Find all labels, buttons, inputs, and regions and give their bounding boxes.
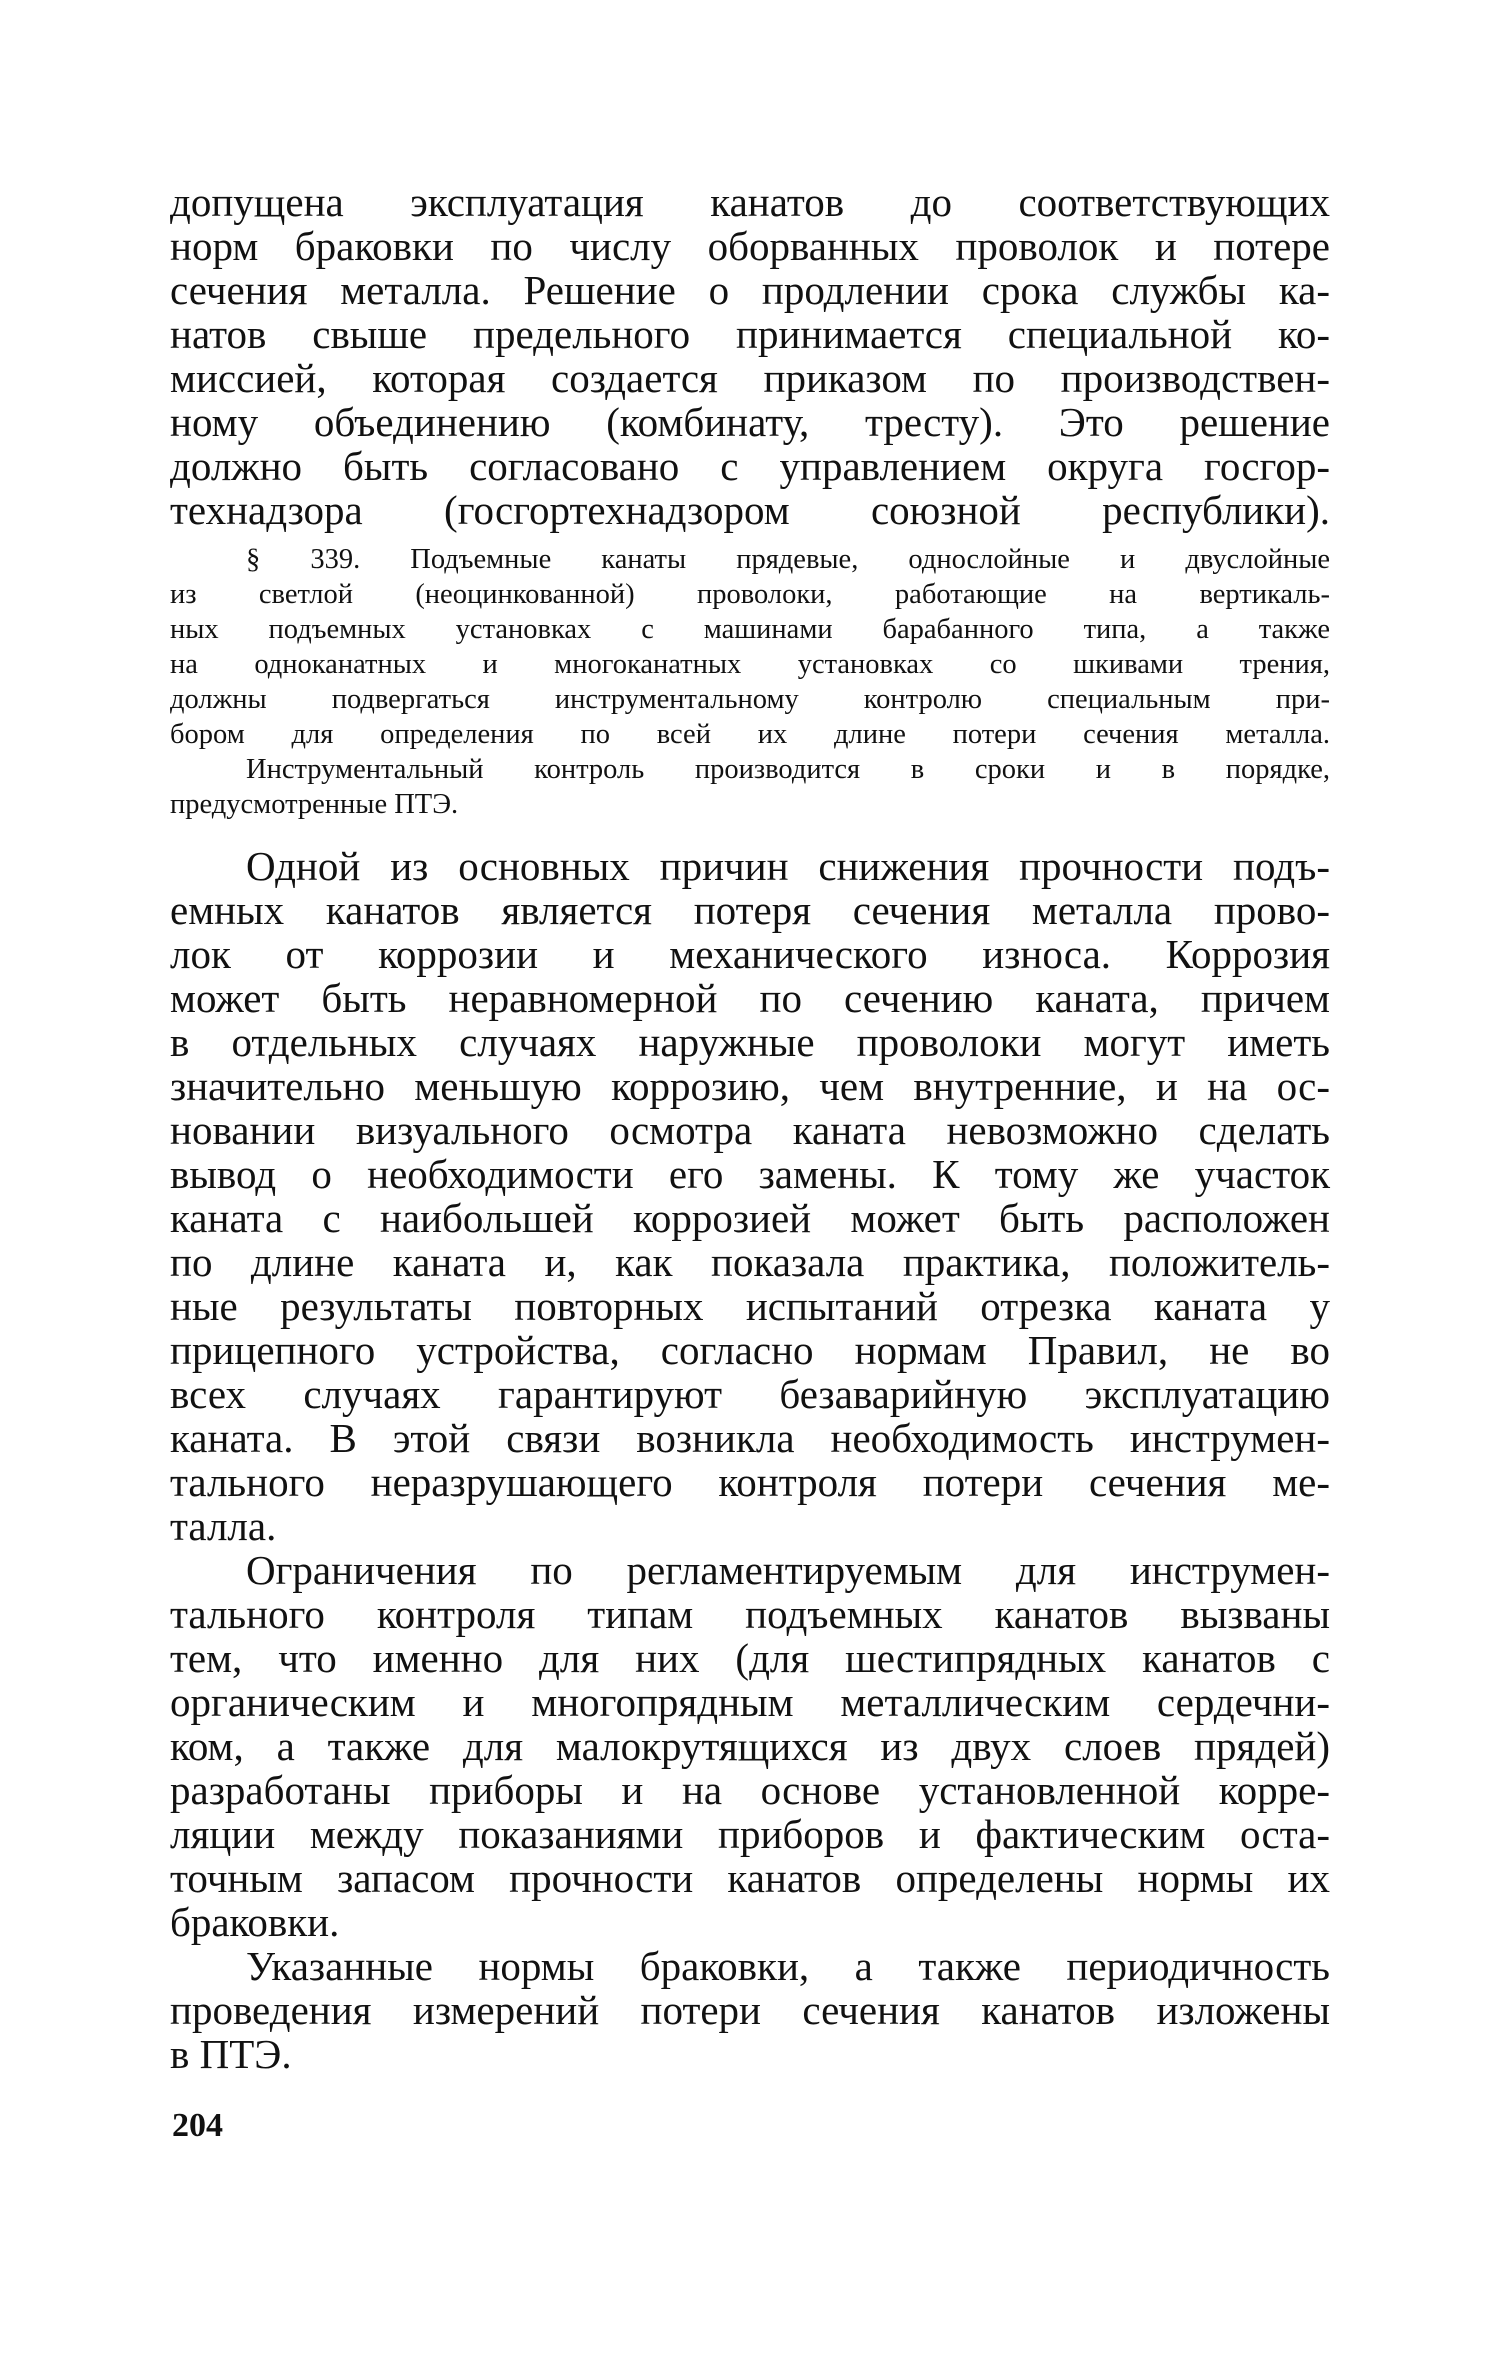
text-line: точным запасом прочности канатов определены нормы их (170, 1855, 1330, 1901)
text-line: тального контроля типам подъемных канатов вызваны (170, 1591, 1330, 1637)
text-line: должны подвергаться инструментальному контролю специальным при- (170, 684, 1330, 715)
text-line: миссией, которая создается приказом по производствен- (170, 355, 1330, 401)
text-line: проведения измерений потери сечения канатов изложены (170, 1987, 1330, 2033)
rule-339-note (170, 752, 1330, 822)
paragraph-1 (170, 180, 1330, 532)
text-line: всех случаях гарантируют безаварийную эксплуатацию (170, 1371, 1330, 1417)
text-line: по длине каната и, как показала практика, положитель- (170, 1239, 1330, 1285)
text-line: ных подъемных установках с машинами барабанного типа, а также (170, 614, 1330, 645)
rule-339 (170, 542, 1330, 752)
text-line: каната. В этой связи возникла необходимость инструмен- (170, 1415, 1330, 1461)
text-line: емных канатов является потеря сечения металла прово- (170, 887, 1330, 933)
text-line: Инструментальный контроль производится в сроки и в порядке, (246, 754, 1330, 785)
text-line: талла. (170, 1503, 277, 1549)
text-line: новании визуального осмотра каната невозможно сделать (170, 1107, 1330, 1153)
text-line: тем, что именно для них (для шестипрядных канатов с (170, 1635, 1330, 1681)
text-line: ные результаты повторных испытаний отрезка каната у (170, 1283, 1330, 1329)
text-line: допущена эксплуатация канатов до соответствующих (170, 179, 1330, 225)
text-line: Указанные нормы браковки, а также периодичность (246, 1943, 1330, 1989)
paragraph-2 (170, 844, 1330, 1548)
text-line: может быть неравномерной по сечению каната, причем (170, 975, 1330, 1021)
text-line: технадзора (госгортехнадзором союзной республики). (170, 487, 1330, 533)
text-line: бором для определения по всей их длине потери сечения металла. (170, 719, 1330, 750)
text-line: Ограничения по регламентируемым для инструмен- (246, 1547, 1330, 1593)
text-line: ляции между показаниями приборов и фактическим оста- (170, 1811, 1330, 1857)
text-line: в ПТЭ. (170, 2031, 292, 2077)
text-line: из светлой (неоцинкованной) проволоки, работающие на вертикаль- (170, 579, 1330, 610)
text-line: ком, а также для малокрутящихся из двух слоев прядей) (170, 1723, 1330, 1769)
text-line: ному объединению (комбинату, тресту). Это решение (170, 399, 1330, 445)
text-line: § 339. Подъемные канаты прядевые, однослойные и двуслойные (246, 544, 1330, 575)
page-content (170, 180, 1330, 2076)
paragraph-4 (170, 1944, 1330, 2076)
text-line: норм браковки по числу оборванных проволок и потере (170, 223, 1330, 269)
text-line: прицепного устройства, согласно нормам Правил, не во (170, 1327, 1330, 1373)
text-line: на одноканатных и многоканатных установках со шкивами трения, (170, 649, 1330, 680)
text-line: лок от коррозии и механического износа. Коррозия (170, 931, 1330, 977)
text-line: значительно меньшую коррозию, чем внутренние, и на ос- (170, 1063, 1330, 1109)
text-line: натов свыше предельного принимается специальной ко- (170, 311, 1330, 357)
paragraph-3 (170, 1548, 1330, 1944)
text-line: должно быть согласовано с управлением округа госгор- (170, 443, 1330, 489)
text-line: сечения металла. Решение о продлении срока службы ка- (170, 267, 1330, 313)
text-line: разработаны приборы и на основе установленной корре- (170, 1767, 1330, 1813)
text-line: каната с наибольшей коррозией может быть расположен (170, 1195, 1330, 1241)
text-line: предусмотренные ПТЭ. (170, 789, 459, 820)
text-line: органическим и многопрядным металлическим сердечни- (170, 1679, 1330, 1725)
page-number: 204 (172, 2107, 223, 2144)
text-line: в отдельных случаях наружные проволоки могут иметь (170, 1019, 1330, 1065)
text-line: вывод о необходимости его замены. К тому же участок (170, 1151, 1330, 1197)
text-line: браковки. (170, 1899, 340, 1945)
text-line: Одной из основных причин снижения прочности подъ- (246, 843, 1330, 889)
text-line: тального неразрушающего контроля потери сечения ме- (170, 1459, 1330, 1505)
